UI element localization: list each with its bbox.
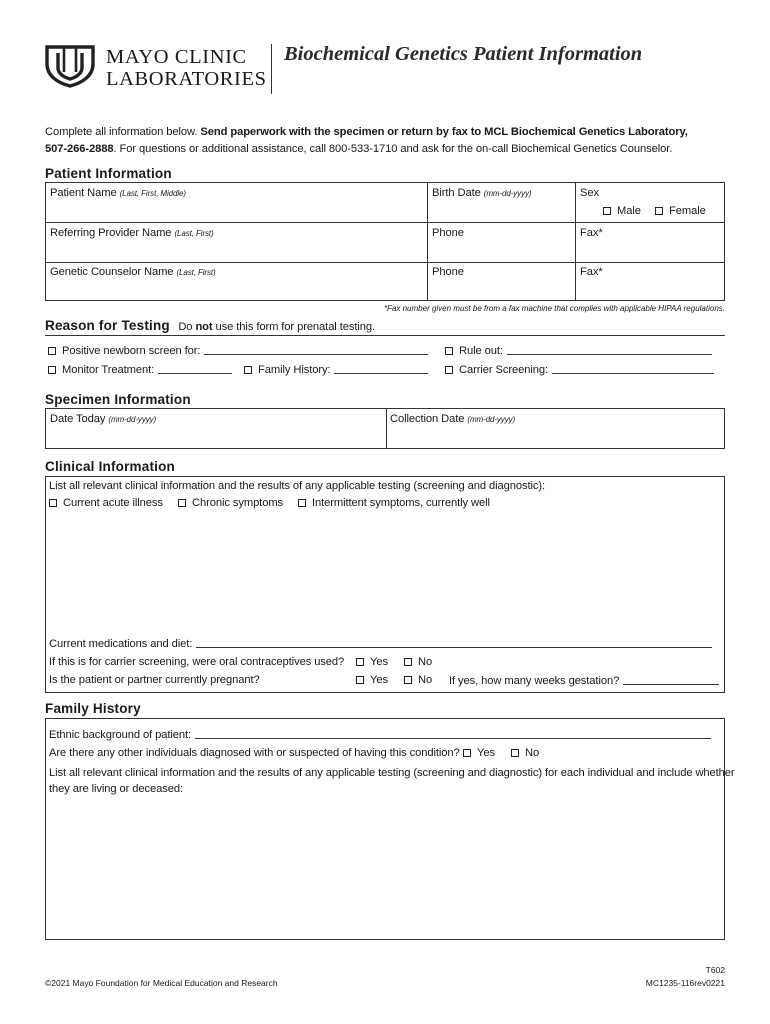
gestation-weeks-field[interactable] [449, 675, 719, 687]
sex-male-option[interactable] [603, 206, 641, 217]
carrier-screening-checkbox[interactable] [445, 366, 453, 374]
referring-provider-hint: (Last, First) [174, 229, 214, 238]
counselor-phone-field[interactable]: Phone [432, 266, 464, 278]
date-today-hint: (mm-dd-yyyy) [108, 415, 157, 424]
gestation-weeks-blank[interactable] [623, 675, 719, 685]
collection-date-hint: (mm-dd-yyyy) [467, 415, 516, 424]
col-divider [386, 409, 387, 448]
intro-bold-text: Send paperwork with the specimen or return by fax to MCL Biochemical Genetics Laboratory, [200, 126, 688, 138]
date-today-field[interactable] [50, 414, 156, 425]
provider-phone-field[interactable]: Phone [432, 227, 464, 239]
clinical-box [45, 476, 725, 693]
contraceptives-no-checkbox[interactable] [404, 658, 412, 666]
other-individuals-no-option[interactable] [511, 748, 539, 759]
contraceptives-question: If this is for carrier screening, were oral contraceptives used? [49, 656, 345, 668]
male-label: Male [617, 205, 641, 217]
acute-illness-checkbox[interactable] [49, 499, 57, 507]
newborn-screen-label: Positive newborn screen for: [62, 345, 201, 357]
page-title: Biochemical Genetics Patient Information [284, 43, 643, 65]
other-individuals-question: Are there any other individuals diagnosed with or suspected of having this condition? [49, 747, 460, 759]
prenatal-note-pre: Do [178, 321, 196, 333]
fax-compliance-note: *Fax number given must be from a fax machine that complies with applicable HIPAA regulations. [383, 304, 725, 313]
prenatal-note-not: not [195, 321, 213, 333]
rule-out-label: Rule out: [459, 345, 503, 357]
monitor-treatment-label: Monitor Treatment: [62, 364, 155, 376]
col-divider [427, 183, 428, 300]
family-history-checkbox[interactable] [244, 366, 252, 374]
intro-line-2 [45, 144, 672, 155]
form-code-2: MC1235-116rev0221 [645, 978, 725, 988]
header-divider [271, 44, 272, 94]
mayo-shield-logo-icon [44, 44, 96, 88]
medications-blank[interactable] [196, 638, 712, 648]
medications-field[interactable] [49, 638, 712, 650]
collection-date-field[interactable] [390, 414, 515, 425]
form-code-1: T602 [705, 965, 725, 975]
family-list-instruction-1: List all relevant clinical information and the results of any applicable testing (screening and diagnostic) for each individual and include whether [49, 767, 735, 779]
birth-date-hint: (mm-dd-yyyy) [483, 189, 532, 198]
reason-heading-row [45, 317, 375, 335]
male-checkbox[interactable] [603, 207, 611, 215]
sex-label: Sex [580, 187, 599, 199]
pregnancy-no-label: No [418, 674, 433, 686]
referring-provider-label: Referring Provider Name [50, 227, 172, 239]
acute-illness-label: Current acute illness [63, 497, 163, 509]
reason-heading: Reason for Testing [45, 318, 170, 333]
contraceptives-yes-option[interactable] [356, 657, 388, 668]
sex-female-option[interactable] [655, 206, 706, 217]
clinical-instruction: List all relevant clinical information and the results of any applicable testing (screening and diagnostic): [49, 480, 546, 492]
intro-text: Complete all information below. [45, 126, 201, 138]
monitor-treatment-option[interactable] [48, 364, 232, 376]
counselor-fax-field[interactable]: Fax* [580, 266, 603, 278]
acute-illness-option[interactable] [49, 498, 163, 509]
referring-provider-field[interactable] [50, 228, 214, 239]
clinical-heading: Clinical Information [45, 459, 176, 474]
contraceptives-yes-label: Yes [370, 656, 388, 668]
ethnic-background-field[interactable] [49, 729, 711, 741]
newborn-screen-checkbox[interactable] [48, 347, 56, 355]
chronic-symptoms-checkbox[interactable] [178, 499, 186, 507]
date-today-label: Date Today [50, 413, 106, 425]
other-individuals-no-checkbox[interactable] [511, 749, 519, 757]
intro-line-1 [45, 127, 688, 138]
monitor-treatment-blank[interactable] [158, 364, 232, 374]
copyright-text: ©2021 Mayo Foundation for Medical Education and Research [45, 978, 278, 988]
patient-info-box [45, 182, 725, 301]
pregnancy-yes-option[interactable] [356, 675, 388, 686]
family-history-option[interactable] [244, 364, 428, 376]
patient-name-hint: (Last, First, Middle) [119, 189, 186, 198]
col-divider [575, 183, 576, 300]
pregnancy-no-option[interactable] [404, 675, 432, 686]
fax-number: 507-266-2888 [45, 143, 114, 155]
specimen-heading: Specimen Information [45, 392, 191, 407]
provider-fax-field[interactable]: Fax* [580, 227, 603, 239]
contraceptives-no-label: No [418, 656, 433, 668]
family-history-heading: Family History [45, 701, 141, 716]
row-divider [46, 222, 724, 223]
chronic-symptoms-option[interactable] [178, 498, 283, 509]
carrier-screening-label: Carrier Screening: [459, 364, 548, 376]
newborn-screen-option[interactable] [48, 345, 428, 357]
genetic-counselor-hint: (Last, First) [176, 268, 216, 277]
contraceptives-no-option[interactable] [404, 657, 432, 668]
pregnancy-yes-checkbox[interactable] [356, 676, 364, 684]
intermittent-symptoms-checkbox[interactable] [298, 499, 306, 507]
family-history-blank[interactable] [334, 364, 428, 374]
patient-name-label: Patient Name [50, 187, 117, 199]
chronic-symptoms-label: Chronic symptoms [192, 497, 284, 509]
intermittent-symptoms-label: Intermittent symptoms, currently well [312, 497, 490, 509]
patient-name-field[interactable] [50, 188, 186, 199]
contraceptives-yes-checkbox[interactable] [356, 658, 364, 666]
genetic-counselor-label: Genetic Counselor Name [50, 266, 174, 278]
pregnancy-no-checkbox[interactable] [404, 676, 412, 684]
gestation-weeks-label: If yes, how many weeks gestation? [449, 675, 620, 687]
ethnic-background-label: Ethnic background of patient: [49, 729, 192, 741]
collection-date-label: Collection Date [390, 413, 465, 425]
family-list-instruction-2: they are living or deceased: [49, 783, 184, 795]
row-divider [46, 262, 724, 263]
specimen-box [45, 408, 725, 449]
logo-line-1: MAYO CLINIC [106, 46, 247, 68]
rule-out-blank[interactable] [507, 345, 712, 355]
prenatal-note-post: use this form for prenatal testing. [212, 321, 375, 333]
other-individuals-yes-label: Yes [477, 747, 495, 759]
family-history-label: Family History: [258, 364, 331, 376]
other-individuals-no-label: No [525, 747, 540, 759]
logo-wordmark [106, 46, 267, 90]
family-history-box [45, 718, 735, 940]
reason-rule [45, 335, 725, 336]
ethnic-background-blank[interactable] [195, 729, 711, 739]
female-label: Female [669, 205, 706, 217]
pregnancy-yes-label: Yes [370, 674, 388, 686]
other-individuals-yes-checkbox[interactable] [463, 749, 471, 757]
intro-contact-text: . For questions or additional assistance, call 800-533-1710 and ask for the on-call Biochemical Genetics Counselor. [113, 143, 673, 155]
prenatal-note [178, 321, 375, 333]
family-notes-area[interactable] [49, 801, 721, 935]
genetic-counselor-field[interactable] [50, 267, 216, 278]
intermittent-symptoms-option[interactable] [298, 498, 490, 509]
other-individuals-yes-option[interactable] [463, 748, 495, 759]
monitor-treatment-checkbox[interactable] [48, 366, 56, 374]
newborn-screen-blank[interactable] [204, 345, 428, 355]
pregnancy-question: Is the patient or partner currently pregnant? [49, 674, 260, 686]
female-checkbox[interactable] [655, 207, 663, 215]
birth-date-field[interactable] [432, 188, 531, 199]
rule-out-checkbox[interactable] [445, 347, 453, 355]
medications-label: Current medications and diet: [49, 638, 193, 650]
patient-info-heading: Patient Information [45, 166, 172, 181]
carrier-screening-blank[interactable] [552, 364, 714, 374]
carrier-screening-option[interactable] [445, 364, 714, 376]
logo-line-2: LABORATORIES [106, 68, 267, 90]
clinical-notes-area[interactable] [49, 515, 721, 629]
birth-date-label: Birth Date [432, 187, 481, 199]
rule-out-option[interactable] [445, 345, 712, 357]
